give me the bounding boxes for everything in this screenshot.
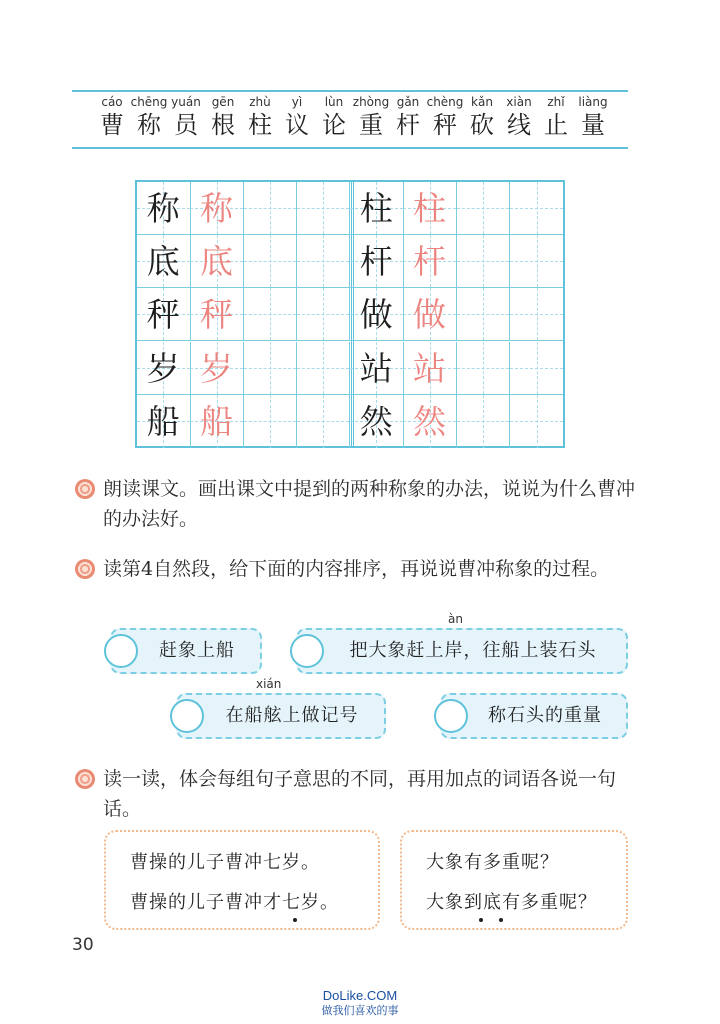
vocab-char: 称	[137, 111, 161, 139]
vocab-pinyin: gǎn	[396, 95, 420, 109]
question-text: 朗读课文。画出课文中提到的两种称象的办法，说说为什么曹冲的办法好。	[103, 478, 636, 530]
tracing-character: 船	[200, 401, 233, 441]
order-item-label: 把大象赶上岸，往船上装石头	[349, 640, 597, 661]
tracing-character: 杆	[413, 242, 446, 282]
tracing-character-cell	[190, 288, 244, 341]
empty-writing-cell[interactable]	[244, 395, 298, 448]
vocab-char: 秤	[433, 111, 457, 139]
model-character: 柱	[359, 189, 393, 228]
vocab-item	[277, 94, 317, 140]
tracing-character: 站	[413, 348, 446, 388]
vocab-pinyin: lùn	[324, 95, 344, 109]
vocab-item	[462, 94, 502, 140]
order-item	[440, 693, 628, 739]
empty-writing-cell[interactable]	[244, 235, 298, 288]
model-character: 秤	[146, 295, 180, 335]
sentence: 大象有多重呢？	[426, 852, 559, 873]
pinyin-annotation: àn	[448, 612, 463, 626]
vocab-top-rule	[72, 90, 628, 92]
model-character: 做	[359, 295, 393, 335]
model-character: 然	[359, 401, 393, 441]
model-character: 称	[146, 189, 180, 228]
flower-bullet-icon	[75, 769, 95, 789]
vocab-pinyin: yì	[291, 95, 303, 109]
empty-writing-cell[interactable]	[297, 235, 351, 288]
empty-writing-cell[interactable]	[297, 288, 351, 341]
tracing-character: 然	[413, 401, 446, 441]
order-item	[176, 677, 386, 739]
order-item-label: 在船舷上做记号	[225, 705, 359, 726]
empty-writing-cell[interactable]	[244, 182, 298, 235]
model-character-cell	[350, 288, 404, 341]
vocab-char: 论	[322, 111, 346, 139]
tracing-character-cell	[190, 342, 244, 395]
tracing-character: 秤	[200, 295, 233, 335]
vocab-item	[92, 94, 132, 140]
order-item	[110, 628, 262, 674]
vocab-pinyin: chēng	[130, 95, 168, 109]
vocab-pinyin: yuán	[171, 95, 201, 109]
page-number: 30	[72, 935, 94, 955]
vocab-pinyin: chèng	[426, 95, 464, 109]
watermark-slogan: 做我们喜欢的事	[321, 1005, 399, 1017]
tracing-character-cell	[403, 235, 457, 288]
sentence-box-left	[104, 830, 380, 930]
sentence: 曹操的儿子曹冲七岁。	[130, 852, 320, 873]
empty-writing-cell[interactable]	[297, 182, 351, 235]
question-2	[75, 554, 635, 584]
vocab-char: 重	[359, 111, 383, 139]
emphasis-dot	[479, 918, 483, 922]
vocab-item	[314, 94, 354, 140]
vocab-item	[499, 94, 539, 140]
pinyin-annotation: xián	[256, 677, 282, 691]
model-character-cell	[350, 395, 404, 448]
writing-grid	[135, 180, 565, 448]
model-character: 岁	[146, 348, 180, 388]
vocab-char: 杆	[396, 111, 420, 139]
empty-writing-cell[interactable]	[510, 342, 564, 395]
watermark-site: DoLike.COM	[322, 988, 398, 1003]
tracing-character-cell	[403, 395, 457, 448]
empty-writing-cell[interactable]	[457, 235, 511, 288]
vocab-char: 议	[285, 111, 309, 139]
tracing-character-cell	[190, 395, 244, 448]
model-character-cell	[350, 182, 404, 235]
model-character-cell	[137, 395, 191, 448]
flower-bullet-icon	[75, 559, 95, 579]
order-item-label: 赶象上船	[159, 640, 235, 661]
vocab-char: 根	[211, 111, 235, 139]
empty-writing-cell[interactable]	[457, 395, 511, 448]
model-character: 杆	[359, 242, 393, 282]
empty-writing-cell[interactable]	[244, 342, 298, 395]
vocab-item	[129, 94, 169, 140]
tracing-character: 底	[200, 242, 233, 282]
watermark	[0, 988, 720, 1018]
emphasis-dot	[293, 918, 297, 922]
vocab-pinyin: gēn	[211, 95, 235, 109]
vocab-pinyin: liàng	[578, 95, 608, 109]
tracing-character-cell	[403, 288, 457, 341]
empty-writing-cell[interactable]	[457, 182, 511, 235]
question-1	[75, 474, 635, 534]
question-3	[75, 764, 635, 824]
vocab-char: 止	[544, 111, 568, 139]
vocab-pinyin: kǎn	[471, 95, 493, 109]
sentence: 大象到底有多重呢？	[426, 892, 597, 913]
vocab-char: 员	[174, 111, 198, 139]
vocab-item	[573, 94, 613, 140]
empty-writing-cell[interactable]	[457, 342, 511, 395]
vocab-pinyin: zhǐ	[547, 95, 565, 109]
model-character-cell	[350, 235, 404, 288]
model-character-cell	[137, 182, 191, 235]
question-text: 读第4自然段，给下面的内容排序，再说说曹冲称象的过程。	[103, 558, 610, 580]
tracing-character: 柱	[413, 189, 446, 228]
tracing-character-cell	[403, 182, 457, 235]
order-item	[296, 612, 628, 674]
vocab-pinyin: zhòng	[352, 95, 390, 109]
model-character-cell	[137, 235, 191, 288]
tracing-character-cell	[190, 235, 244, 288]
vocab-item	[388, 94, 428, 140]
vocab-char: 曹	[100, 111, 124, 139]
model-character-cell	[137, 288, 191, 341]
emphasis-dot	[499, 918, 503, 922]
empty-writing-cell[interactable]	[297, 342, 351, 395]
vocab-item	[203, 94, 243, 140]
order-item-label: 称石头的重量	[488, 705, 602, 726]
tracing-character-cell	[190, 182, 244, 235]
vocab-pinyin: cáo	[101, 95, 123, 109]
empty-writing-cell[interactable]	[510, 182, 564, 235]
vocab-char: 砍	[470, 111, 494, 139]
vocab-char: 线	[507, 111, 531, 139]
empty-writing-cell[interactable]	[510, 288, 564, 341]
vocab-pinyin: zhù	[249, 95, 271, 109]
model-character-cell	[137, 342, 191, 395]
flower-bullet-icon	[75, 479, 95, 499]
vocab-item	[351, 94, 391, 140]
empty-writing-cell[interactable]	[457, 288, 511, 341]
model-character: 底	[146, 242, 180, 282]
empty-writing-cell[interactable]	[510, 395, 564, 448]
vocab-item	[425, 94, 465, 140]
vocab-pinyin: xiàn	[506, 95, 532, 109]
model-character: 站	[359, 348, 393, 388]
vocab-bottom-rule	[72, 147, 628, 149]
vocab-item	[240, 94, 280, 140]
vocab-item	[536, 94, 576, 140]
sentence-box-right	[400, 830, 628, 930]
tracing-character: 称	[200, 189, 233, 228]
sentence: 曹操的儿子曹冲才七岁。	[130, 892, 339, 913]
question-text: 读一读，体会每组句子意思的不同，再用加点的词语各说一句话。	[103, 768, 617, 820]
vocab-item	[166, 94, 206, 140]
tracing-character-cell	[403, 342, 457, 395]
vocab-char: 柱	[248, 111, 272, 139]
model-character: 船	[146, 401, 180, 441]
empty-writing-cell[interactable]	[510, 235, 564, 288]
vocab-char: 量	[581, 111, 605, 139]
empty-writing-cell[interactable]	[297, 395, 351, 448]
tracing-character: 岁	[200, 348, 233, 388]
model-character-cell	[350, 342, 404, 395]
tracing-character: 做	[413, 295, 446, 335]
vocab-row	[98, 94, 618, 144]
empty-writing-cell[interactable]	[244, 288, 298, 341]
